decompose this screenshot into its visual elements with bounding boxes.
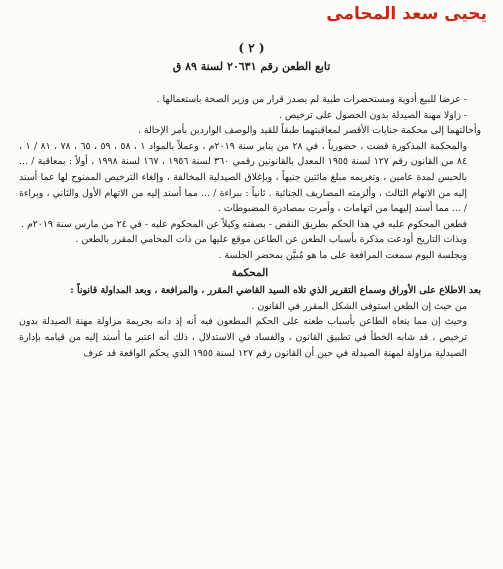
session-paragraph: وبجلسة اليوم سمعت المرافعة على ما هو مُبيَّن بمحضر الجلسة . [218, 249, 467, 261]
page-number: ( ٢ ) [238, 41, 265, 55]
memo-paragraph: وبذات التاريخ أودعت مذكرة بأسباب الطعن عن الطاعن موقع عليها من ذات المحامي المقرر بالطعن . [75, 234, 467, 246]
reasoning-paragraph: وحيث إن مما ينعاه الطاعن بأسباب طعنه على الحكم المطعون فيه أنه إذ دانه بجريمة مزاولة مهنة الصيدلة بدون ترخيص ، قد شابه الخطأ في تطبيق القانون ، والفساد في الاستدلال ، ذلك أنه اعتبر ما أسند إليه من قيامه بإدارة الصيدلية مزاولة لمهنة الصيدلة في حين أن القانون رقم ١٢٧ لسنة ١٩٥٥ الذي يحكم الواقعة قد عرف [19, 316, 467, 359]
lawyer-signature: يحيى سعد المحامى [326, 4, 487, 24]
reasoning-paragraph: من حيث إن الطعن استوفى الشكل المقرر في القانون . [251, 300, 467, 312]
charge-line: - زاولا مهنة الصيدلة بدون الحصول على ترخيص . [278, 109, 467, 121]
appeal-paragraph: فطعن المحكوم عليه في هذا الحكم بطريق النقض - بصفته وكيلاً عن المحكوم عليه - في ٢٤ من مارس سنة ٢٠١٩م . [21, 218, 467, 230]
court-heading: المحكمة [231, 266, 269, 279]
deliberation-paragraph: بعد الاطلاع على الأوراق وسماع التقرير الذي تلاه السيد القاضي المقرر ، والمرافعة ، وبعد المداولة قانوناً : [70, 285, 481, 297]
document-body [19, 92, 481, 361]
judgment-paragraph: والمحكمة المذكورة قضت ، حضورياً ، في ٢٨ من يناير سنة ٢٠١٩م ، وعملاً بالمواد ١ ، ٥٨ ، ٥٩ ، ٦٥ ، ٧٨ ، ٨١ / ١ ، ٨٤ من القانون رقم ١٢٧ لسنة ١٩٥٥ المعدل بالقانونين رقمي ٣٦٠ لسنة ١٩٥٦ ، ١٦٧ لسنة ١٩٩٨ ، أولاً : بمعاقبة / ... بالحبس لمدة عامين ، وتغريمه مبلغ مائتين جنيهاً ، وبإغلاق الصيدلية المخالفة ، وإلغاء الترخيص الممنوح لها عما أسند إليه من الاتهام الثالث ، وألزمته المصاريف الجنائية . ثانياً : ببراءة / ... مما أسند إليه من الاتهام الأول والثاني ، وبراءة / ... مما أسند إليهما من اتهامات ، وأمرت بمصادرة المضبوطات . [19, 140, 467, 215]
case-title: تابع الطعن رقم ٢٠٦٣١ لسنة ٨٩ ق [172, 60, 331, 73]
charge-line: - عرضا للبيع أدوية ومستحضرات طبية لم يصدر قرار من وزير الصحة باستعمالها . [156, 94, 467, 105]
referral-paragraph: وأحالتهما إلى محكمة جنايات الأقصر لمعاقبتهما طبقاً للقيد والوصف الواردين بأمر الإحالة . [137, 125, 481, 137]
